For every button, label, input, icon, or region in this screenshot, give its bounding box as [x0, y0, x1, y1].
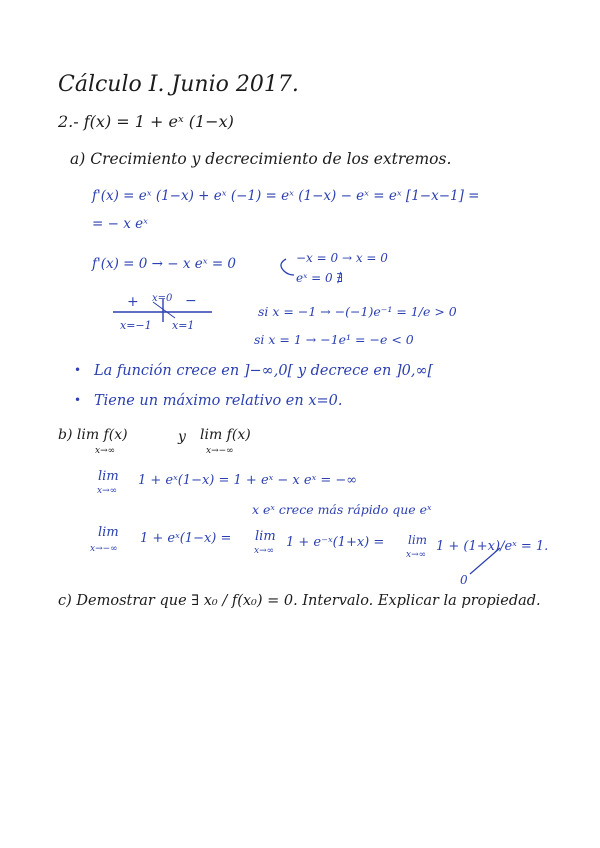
part-a-heading: a) Crecimiento y decrecimiento de los extremos.: [70, 150, 452, 168]
sign-plus: +: [127, 294, 139, 310]
conclusion-monotonicity: La función crece en ]−∞,0[ y decrece en ]0,∞[: [94, 363, 434, 379]
page-title: Cálculo I. Junio 2017.: [58, 72, 299, 97]
limit-2-word-c: lim: [408, 533, 428, 547]
sign-check-1: si x = −1 → −(−1)e⁻¹ = 1/e > 0: [258, 304, 457, 319]
part-b-heading-b-sub: x→−∞: [206, 446, 234, 456]
limit-2-expression: 1 + eˣ(1−x) =: [140, 531, 232, 546]
limit-2-word: lim: [98, 525, 119, 540]
sign-check-2: si x = 1 → −1e¹ = −e < 0: [254, 332, 414, 347]
bullet-icon: •: [74, 363, 82, 377]
limit-1-word: lim: [98, 469, 119, 484]
limit-2-word-b: lim: [255, 529, 276, 544]
part-c-heading: c) Demostrar que ∃ x₀ / f(x₀) = 0. Intervalo. Explicar la propiedad.: [58, 593, 541, 609]
derivative-line-2: = − x eˣ: [92, 216, 148, 232]
branch-solution-1: −x = 0 → x = 0: [296, 251, 388, 265]
part-b-heading-conj: y: [178, 429, 186, 445]
part-b-heading-a: b) lim f(x): [58, 427, 128, 443]
limit-1-expression: 1 + eˣ(1−x) = 1 + eˣ − x eˣ = −∞: [138, 473, 358, 488]
limit-2-sub: x→−∞: [90, 544, 118, 554]
sign-minus: −: [185, 293, 197, 309]
sign-top-label: x=0: [152, 293, 173, 304]
critical-point-equation: f'(x) = 0 → − x eˣ = 0: [92, 256, 237, 272]
branch-solution-2: eˣ = 0 ∄: [296, 271, 344, 285]
limit-1-note: x eˣ crece más rápido que eˣ: [252, 502, 432, 517]
limit-2-expression-c: 1 + (1+x)/eˣ = 1.: [436, 539, 549, 554]
sign-right-label: x=1: [172, 319, 195, 332]
part-b-heading-b: lim f(x): [200, 427, 251, 443]
conclusion-maximum: Tiene un máximo relativo en x=0.: [94, 393, 343, 409]
limit-2-sub-c: x→∞: [406, 550, 427, 560]
bullet-icon: •: [74, 393, 82, 407]
derivative-line-1: f'(x) = eˣ (1−x) + eˣ (−1) = eˣ (1−x) − eˣ = eˣ [1−x−1] =: [92, 188, 480, 204]
part-b-heading-a-sub: x→∞: [95, 446, 116, 456]
limit-1-sub: x→∞: [97, 486, 118, 496]
limit-2-expression-b: 1 + e⁻ˣ(1+x) =: [286, 535, 385, 550]
sign-left-label: x=−1: [120, 319, 152, 332]
limit-2-zero: 0: [460, 573, 468, 587]
limit-2-sub-b: x→∞: [254, 546, 275, 556]
problem-statement: 2.- f(x) = 1 + eˣ (1−x): [58, 112, 234, 131]
